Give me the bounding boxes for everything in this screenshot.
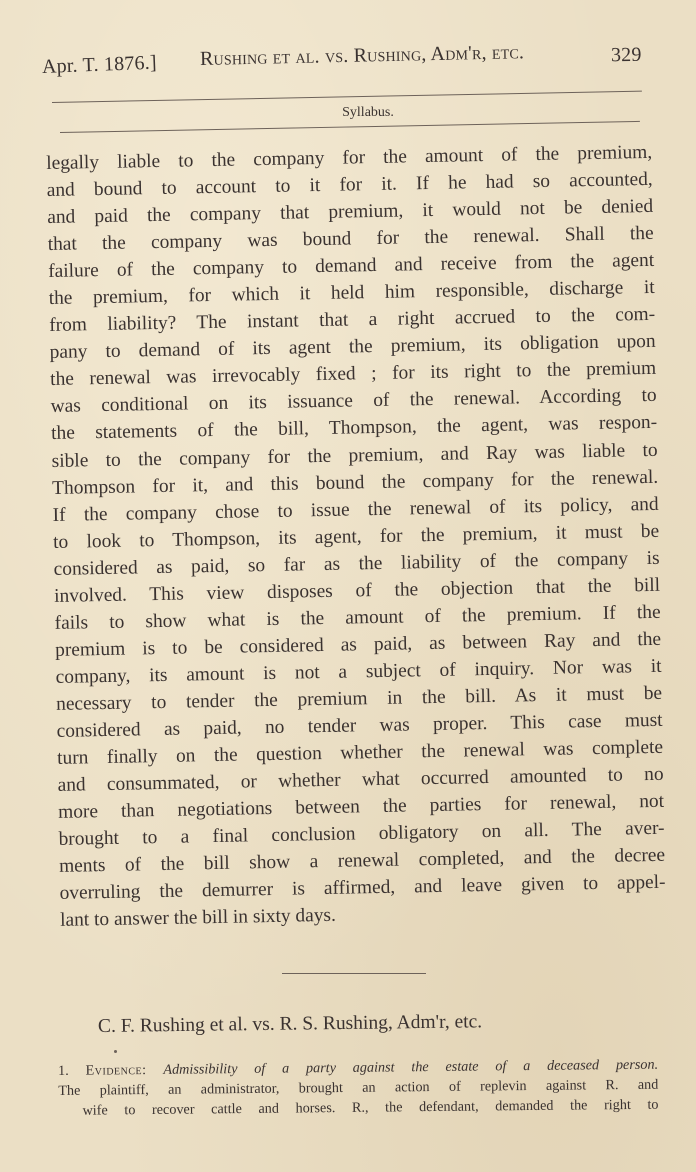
body-line: company, its amount is not a subject of inquiry. Nor was it bbox=[55, 655, 662, 688]
page-number: 329 bbox=[611, 43, 643, 67]
body-line: involved. This view disposes of the objection that the bill bbox=[53, 574, 661, 607]
headnote-topic: Admissibility of a party against the estate of a deceased person. bbox=[163, 1056, 659, 1078]
body-line: turn finally on the question whether the renewal was complete bbox=[56, 736, 664, 769]
body-line: considered as paid, no tender was proper. This case must bbox=[56, 709, 663, 742]
print-speck bbox=[114, 1050, 117, 1053]
running-head bbox=[41, 41, 643, 82]
body-line: lant to answer the bill in sixty days. bbox=[59, 905, 337, 932]
body-line: and consummated, or whether what occurred amounted to no bbox=[57, 763, 664, 796]
body-line: failure of the company to demand and receive from the agent bbox=[48, 250, 655, 283]
body-line: fails to show what is the amount of the premium. If the bbox=[54, 601, 661, 634]
body-line: premium is to be considered as paid, as between Ray and the bbox=[54, 628, 662, 661]
body-line: from liability? The instant that a right accrued to the com- bbox=[49, 304, 656, 337]
case-separator-rule bbox=[282, 973, 426, 974]
body-line: and bound to account to it for it. If he had so accounted, bbox=[46, 168, 653, 202]
section-label bbox=[0, 105, 696, 121]
section-label-text: Syllabus. bbox=[342, 105, 394, 120]
body-line: the statements of the bill, Thompson, the agent, was respon- bbox=[51, 412, 658, 445]
body-line: more than negotiations between the parties for renewal, not bbox=[57, 790, 665, 824]
body-line: brought to a final conclusion obligatory on all. The aver- bbox=[58, 817, 665, 851]
section-rule bbox=[60, 121, 640, 133]
headnote-line-3: wife to recover cattle and horses. R., the defendant, demanded the right to bbox=[82, 1096, 659, 1119]
running-head-case-title: Rushing et al. vs. Rushing, Adm'r, etc. bbox=[199, 41, 525, 70]
body-line: to look to Thompson, its agent, for the premium, it must be bbox=[52, 520, 660, 553]
body-line: and paid the company that premium, it would not be denied bbox=[47, 195, 654, 229]
body-paragraph bbox=[46, 139, 666, 934]
body-line: sible to the company for the premium, and Ray was liable to bbox=[51, 439, 658, 472]
body-line: overruling the demurrer is affirmed, and leave given to appel- bbox=[59, 872, 666, 905]
body-line: ments of the bill show a renewal completed, and the decree bbox=[58, 844, 666, 878]
body-line: that the company was bound for the renewal. Shall the bbox=[47, 223, 654, 256]
body-line: pany to demand of its agent the premium, its obligation upon bbox=[49, 331, 656, 364]
body-line: was conditional on its issuance of the renewal. According to bbox=[50, 385, 657, 418]
running-head-term: Apr. T. 1876.] bbox=[41, 51, 158, 78]
headnote-number: 1. bbox=[58, 1062, 69, 1079]
body-line: the premium, for which it held him responsible, discharge it bbox=[48, 277, 655, 310]
body-line: legally liable to the company for the amount of the premium, bbox=[46, 141, 653, 174]
body-line: considered as paid, so far as the liability of the company is bbox=[53, 547, 660, 580]
case-title: C. F. Rushing et al. vs. R. S. Rushing, Adm'r, etc. bbox=[97, 1011, 483, 1037]
headnote-label: Evidence: bbox=[85, 1062, 147, 1079]
header-rule bbox=[52, 91, 642, 103]
headnote-line-2: The plaintiff, an administrator, brought an action of replevin against R. and bbox=[58, 1076, 659, 1099]
body-line: the renewal was irrevocably fixed ; for its right to the premium bbox=[50, 358, 657, 391]
headnote bbox=[54, 1055, 659, 1121]
body-line: If the company chose to issue the renewal of its policy, and bbox=[52, 493, 659, 526]
body-line: Thompson for it, and this bound the company for the renewal. bbox=[52, 466, 659, 499]
body-line: necessary to tender the premium in the bill. As it must be bbox=[55, 682, 663, 715]
